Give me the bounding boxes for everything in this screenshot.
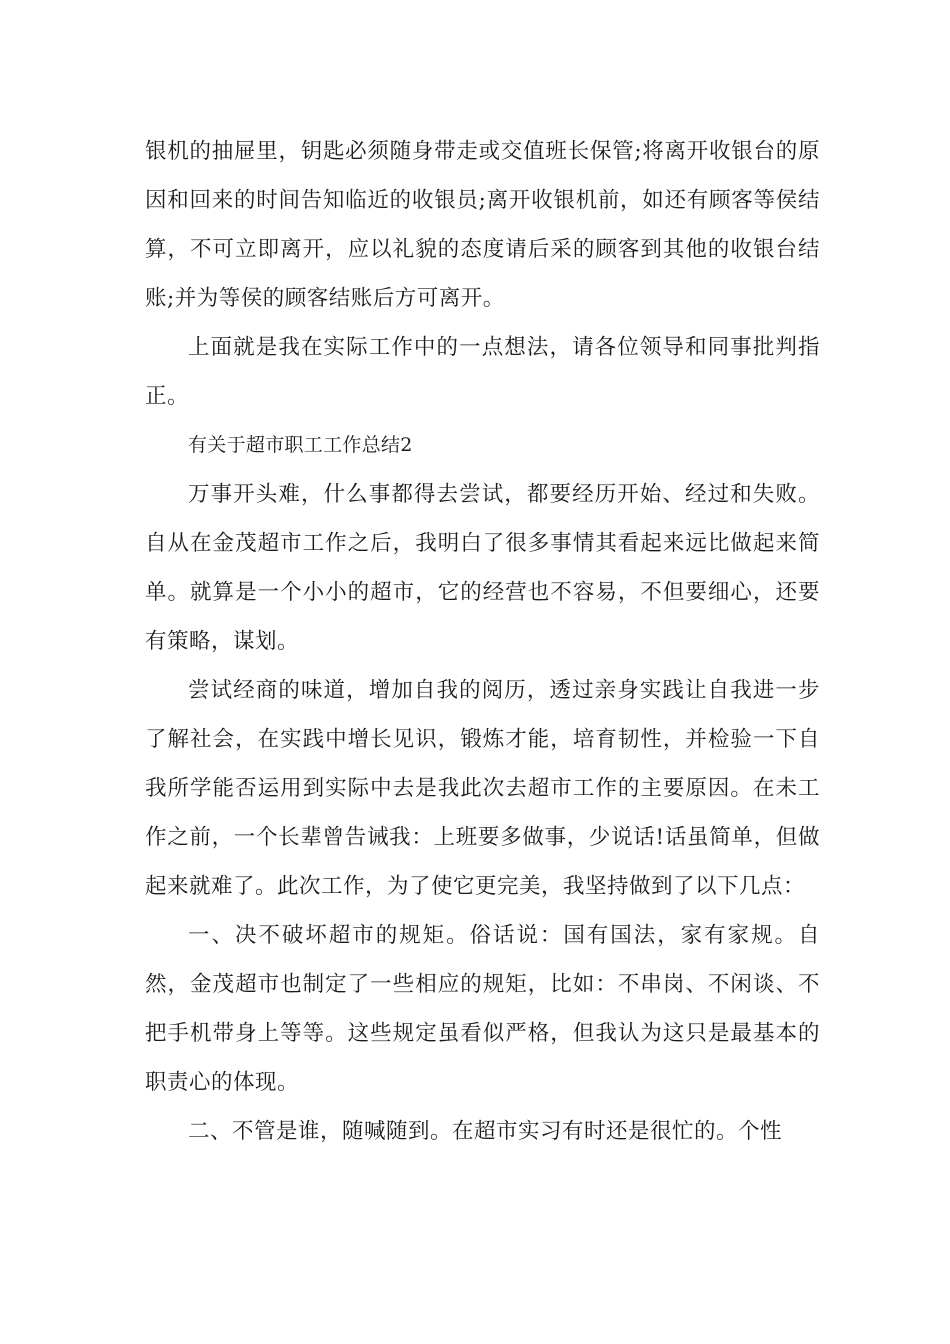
paragraph-motivation: 尝试经商的味道，增加自我的阅历，透过亲身实践让自我进一步了解社会，在实践中增长见识，锻炼才能，培育韧性，并检验一下自我所学能否运用到实际中去是我此次去超市工作的主要原因。在未工作之前，一个长辈曾告诫我：上班要多做事，少说话!话虽简单，但做起来就难了。此次工作，为了使它更完美，我坚持做到了以下几点： (145, 678, 820, 899)
paragraph-closing-remark: 上面就是我在实际工作中的一点想法，请各位领导和同事批判指正。 (145, 335, 820, 409)
document-page (145, 127, 820, 1156)
paragraph-cashier-leaving: 银机的抽屉里，钥匙必须随身带走或交值班长保管;将离开收银台的原因和回来的时间告知临近的收银员;离开收银机前，如还有顾客等侯结算，不可立即离开，应以礼貌的态度请后采的顾客到其他的收银台结账;并为等侯的顾客结账后方可离开。 (145, 139, 820, 311)
paragraph-point-two: 二、不管是谁，随喊随到。在超市实习有时还是很忙的。个性 (188, 1119, 783, 1144)
section-heading: 有关于超市职工工作总结2 (188, 434, 413, 456)
paragraph-intro: 万事开头难，什么事都得去尝试，都要经历开始、经过和失败。自从在金茂超市工作之后，我明白了很多事情其看起来远比做起来简单。就算是一个小小的超市，它的经营也不容易，不但要细心，还要有策略，谋划。 (145, 482, 820, 654)
paragraph-point-one: 一、决不破坏超市的规矩。俗话说：国有国法，家有家规。自然，金茂超市也制定了一些相应的规矩，比如：不串岗、不闲谈、不把手机带身上等等。这些规定虽看似严格，但我认为这只是最基本的职责心的体现。 (145, 923, 820, 1095)
